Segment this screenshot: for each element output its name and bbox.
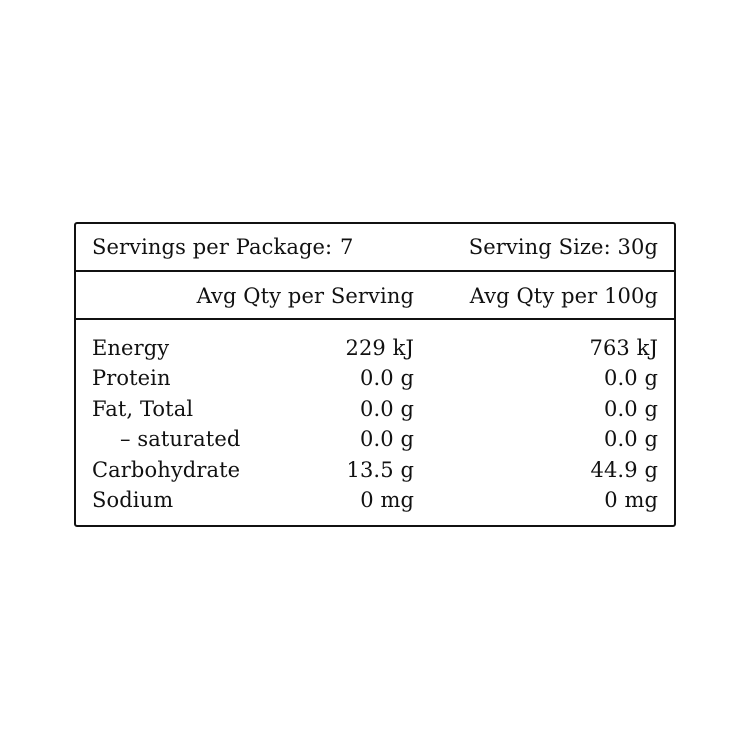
nutrient-per-100g: 0.0 g [603,427,658,452]
nutrient-per-100g: 44.9 g [590,457,658,482]
nutrition-information-panel [74,222,676,527]
nutrient-per-100g: 0.0 g [603,396,658,421]
nutrient-name: – saturated [120,427,241,452]
nutrient-row-sodium [76,488,674,518]
servings-row [76,224,674,272]
nutrient-row-protein [76,366,674,396]
nutrient-rows [76,336,674,518]
nutrient-per-100g: 0 mg [604,487,658,512]
nutrient-name: Sodium [92,487,174,512]
nutrient-name: Energy [92,336,170,360]
nutrient-per-serving: 229 kJ [345,336,414,360]
nutrient-per-serving: 0.0 g [359,396,414,421]
nutrient-row-energy [76,336,674,366]
servings-per-package-value: 7 [340,235,354,259]
column-header-per-100g: Avg Qty per 100g [469,284,658,308]
column-header-row [76,272,674,320]
nutrient-row-saturated [76,427,674,457]
nutrient-per-serving: 13.5 g [346,457,414,482]
servings-per-package-label: Servings per Package: [92,235,333,259]
nutrient-name: Carbohydrate [92,457,241,482]
nutrient-per-serving: 0.0 g [359,366,414,391]
nutrient-row-carbohydrate [76,458,674,488]
nutrient-per-serving: 0.0 g [359,427,414,452]
nutrient-row-fat-total [76,397,674,427]
nutrient-name: Protein [92,366,171,391]
nutrient-per-100g: 0.0 g [603,366,658,391]
serving-size: Serving Size: 30g [468,235,658,259]
nutrient-name: Fat, Total [92,396,194,421]
column-header-per-serving: Avg Qty per Serving [196,284,414,308]
nutrient-per-serving: 0 mg [360,487,414,512]
nutrient-per-100g: 763 kJ [589,336,658,360]
